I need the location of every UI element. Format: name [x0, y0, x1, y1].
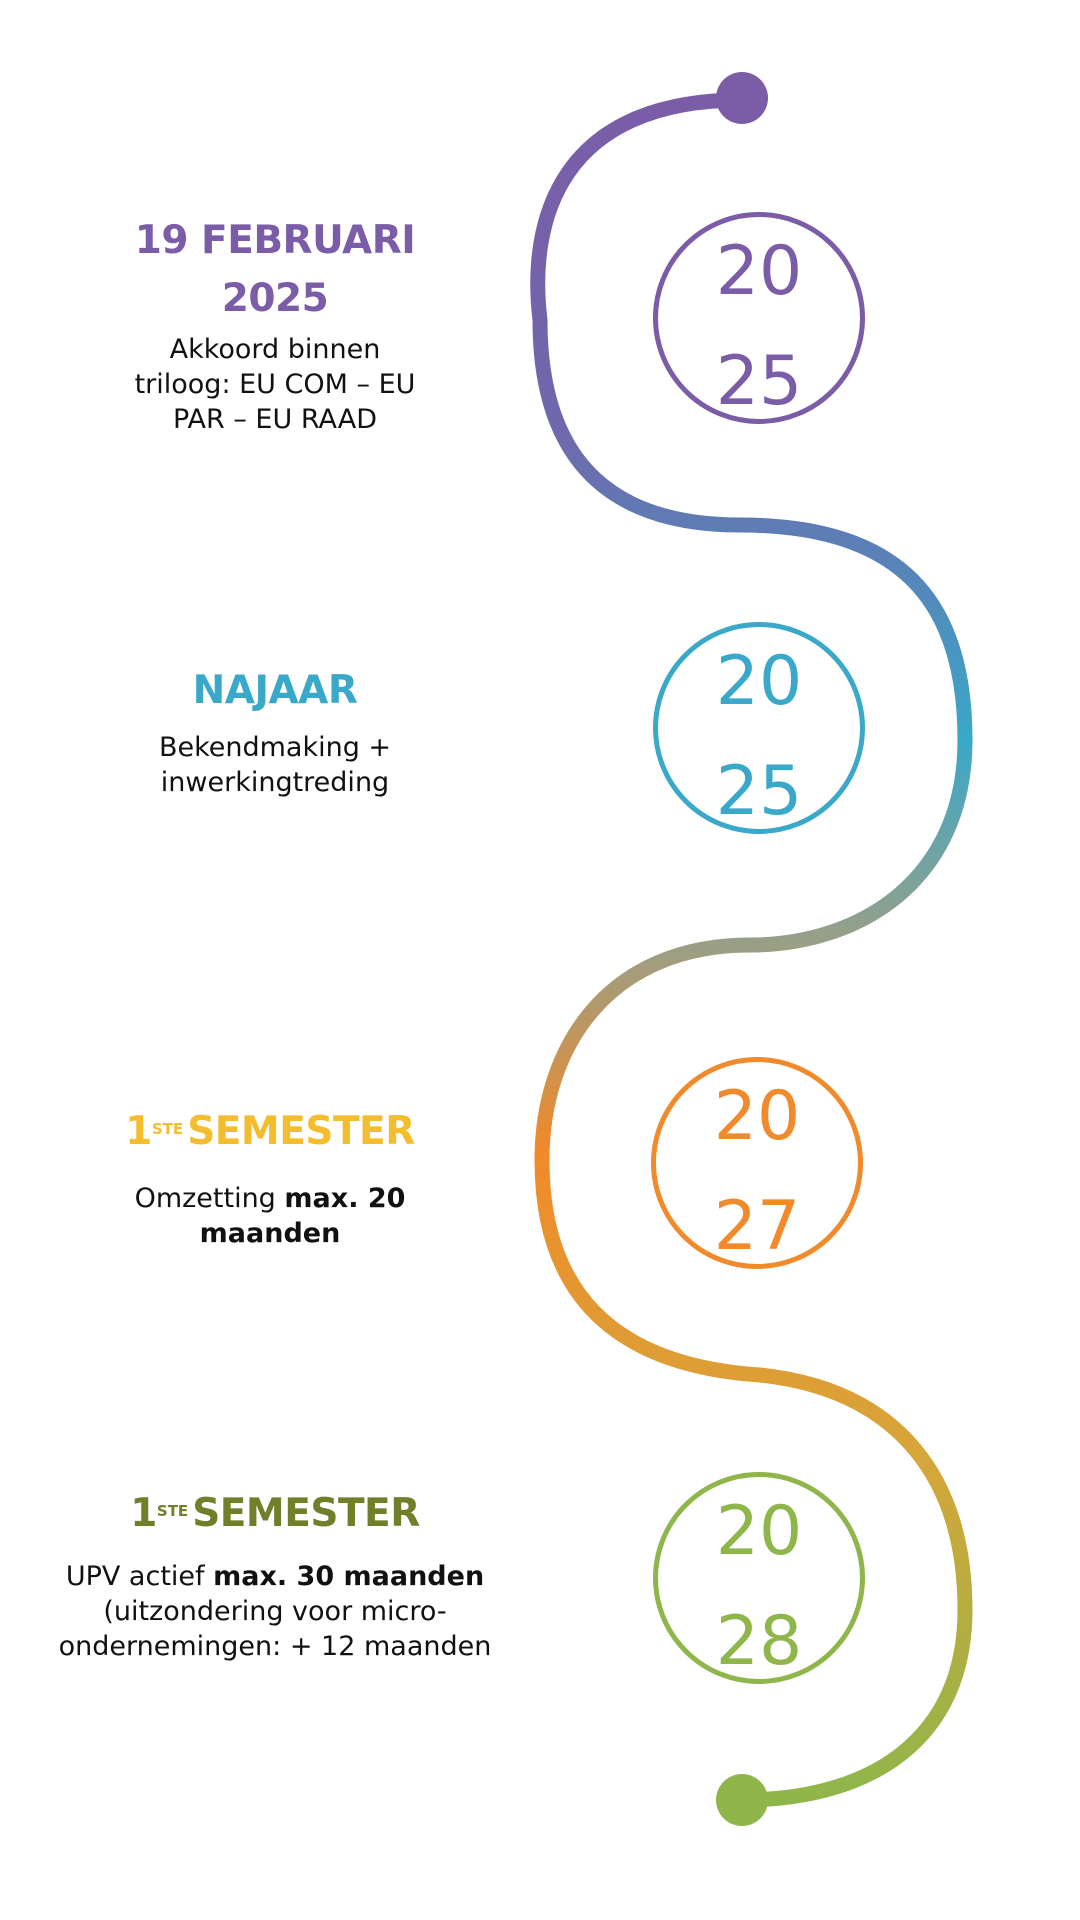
heading-line: 19 FEBRUARI — [134, 218, 416, 263]
timeline-start-dot — [716, 72, 768, 124]
heading-number: 1 — [125, 1109, 152, 1154]
year-bottom: 27 — [713, 1187, 801, 1266]
heading-text: SEMESTER — [187, 1109, 415, 1154]
description-line: triloog: EU COM – EU — [134, 369, 416, 400]
description-bold: max. 30 maanden — [213, 1561, 485, 1592]
event-semester-2028 — [40, 1482, 510, 1664]
year-circle-2025-b — [653, 622, 865, 834]
description-text: UPV actief — [65, 1561, 214, 1592]
year-bottom: 25 — [715, 342, 803, 421]
event-heading — [40, 1482, 510, 1543]
event-description — [40, 1559, 510, 1664]
description-bold: max. 20 — [284, 1183, 406, 1214]
year-circle-2028 — [653, 1472, 865, 1684]
description-line — [85, 1181, 455, 1216]
year-circle-2027 — [651, 1057, 863, 1269]
event-heading: NAJAAR — [192, 668, 358, 713]
heading-superscript: STE — [151, 1120, 184, 1138]
description-line: PAR – EU RAAD — [172, 404, 377, 435]
description-line — [85, 1216, 455, 1251]
year-bottom: 28 — [715, 1602, 803, 1681]
heading-number: 1 — [130, 1491, 157, 1536]
description-line: Bekendmaking + — [158, 732, 392, 763]
event-feb-2025 — [90, 212, 460, 437]
description-line: Akkoord binnen — [169, 334, 381, 365]
year-top: 20 — [713, 1077, 801, 1156]
heading-superscript: STE — [156, 1502, 189, 1520]
event-heading — [85, 1100, 455, 1161]
event-description — [90, 332, 460, 437]
event-semester-2027 — [85, 1100, 455, 1251]
description-text: Omzetting — [134, 1183, 285, 1214]
year-top: 20 — [715, 1492, 803, 1571]
heading-text: SEMESTER — [192, 1491, 420, 1536]
event-description — [90, 730, 460, 800]
timeline-end-dot — [716, 1774, 768, 1826]
event-description — [85, 1181, 455, 1251]
description-bold: maanden — [199, 1218, 341, 1249]
event-najaar-2025 — [90, 662, 460, 800]
year-circle-2025-a — [653, 212, 865, 424]
description-line: inwerkingtreding — [160, 767, 390, 798]
description-line: (uitzondering voor micro- — [103, 1596, 447, 1627]
description-line: ondernemingen: + 12 maanden — [58, 1631, 492, 1662]
heading-line: 2025 — [221, 276, 329, 321]
event-heading — [90, 212, 460, 328]
year-bottom: 25 — [715, 752, 803, 831]
description-line — [40, 1559, 510, 1594]
year-top: 20 — [715, 232, 803, 311]
year-top: 20 — [715, 642, 803, 721]
